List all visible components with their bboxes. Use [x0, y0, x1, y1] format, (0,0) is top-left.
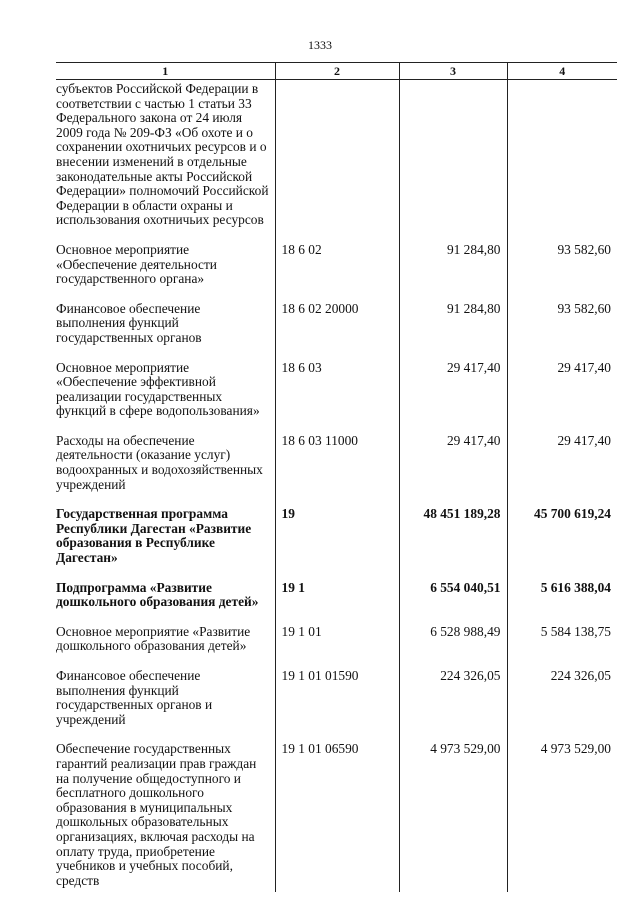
spacer-cell [399, 346, 507, 361]
row-amount-1-cell: 29 417,40 [399, 434, 507, 492]
row-amount-1-cell: 29 417,40 [399, 361, 507, 419]
spacer-cell [507, 566, 617, 581]
spacer-cell [399, 610, 507, 625]
row-amount-1-cell: 6 528 988,49 [399, 625, 507, 654]
spacer-cell [507, 610, 617, 625]
row-spacer [56, 566, 617, 581]
spacer-cell [399, 727, 507, 742]
table-row [56, 625, 617, 654]
spacer-cell [56, 228, 275, 243]
spacer-cell [56, 287, 275, 302]
spacer-cell [507, 492, 617, 507]
row-amount-2-cell: 29 417,40 [507, 434, 617, 492]
row-code-cell: 18 6 03 11000 [275, 434, 399, 492]
spacer-cell [275, 287, 399, 302]
spacer-cell [275, 566, 399, 581]
spacer-cell [507, 346, 617, 361]
spacer-cell [507, 287, 617, 302]
row-name-cell: Обеспечение государственных гарантий реализации прав граждан на получение общедоступного и бесплатного дошкольного образования в муниципальных дошкольных образовательных организациях, включая расходы на оплату труда, приобретение учебников и учебных пособий, средств [56, 741, 257, 888]
row-code-cell: 18 6 02 20000 [275, 302, 399, 346]
row-spacer [56, 419, 617, 434]
row-amount-2-cell: 93 582,60 [507, 243, 617, 287]
row-code-cell: 19 1 01 06590 [275, 742, 399, 892]
row-amount-2-cell: 45 700 619,24 [507, 507, 617, 565]
spacer-cell [275, 346, 399, 361]
row-name-cell: Основное мероприятие «Обеспечение эффективной реализации государственных функций в сфере водопользования» [56, 359, 260, 419]
row-name-cell: Расходы на обеспечение деятельности (оказание услуг) водоохранных и водохозяйственных учреждений [56, 432, 263, 492]
spacer-cell [56, 654, 275, 669]
row-spacer [56, 492, 617, 507]
column-number-4: 4 [507, 63, 617, 80]
page-number: 1333 [308, 38, 332, 52]
row-amount-2-cell: 93 582,60 [507, 302, 617, 346]
spacer-cell [56, 492, 275, 507]
table-row [56, 742, 617, 892]
row-code-cell: 19 1 [275, 581, 399, 610]
budget-table [56, 62, 617, 892]
table-row [56, 361, 617, 419]
spacer-cell [275, 610, 399, 625]
table-body [56, 80, 617, 893]
table-row [56, 581, 617, 610]
table-row [56, 80, 617, 228]
row-spacer [56, 610, 617, 625]
spacer-cell [56, 419, 275, 434]
row-spacer [56, 727, 617, 742]
row-amount-1-cell: 91 284,80 [399, 243, 507, 287]
row-code-cell: 19 [275, 507, 399, 565]
table-row [56, 669, 617, 727]
row-amount-2-cell: 29 417,40 [507, 361, 617, 419]
row-name-cell: Основное мероприятие «Развитие дошкольного образования детей» [56, 623, 251, 654]
spacer-cell [507, 419, 617, 434]
spacer-cell [275, 419, 399, 434]
column-number-2: 2 [275, 63, 399, 80]
row-name-cell: Государственная программа Республики Дагестан «Развитие образования в Республике Дагестан» [56, 506, 252, 566]
column-number-3: 3 [399, 63, 507, 80]
row-amount-2-cell: 224 326,05 [507, 669, 617, 727]
spacer-cell [399, 566, 507, 581]
row-amount-1-cell: 224 326,05 [399, 669, 507, 727]
row-amount-2-cell: 5 616 388,04 [507, 581, 617, 610]
row-spacer [56, 346, 617, 361]
row-amount-1-cell [399, 80, 507, 228]
row-amount-1-cell: 91 284,80 [399, 302, 507, 346]
row-name-cell: Подпрограмма «Развитие дошкольного образования детей» [56, 579, 259, 610]
row-amount-2-cell: 4 973 529,00 [507, 742, 617, 892]
spacer-cell [275, 492, 399, 507]
row-name-cell: Финансовое обеспечение выполнения функций государственных органов [56, 300, 202, 345]
spacer-cell [507, 228, 617, 243]
row-spacer [56, 287, 617, 302]
table-row [56, 434, 617, 492]
row-code-cell [275, 80, 399, 228]
row-name-cell: Основное мероприятие «Обеспечение деятельности государственного органа» [56, 241, 217, 287]
table-row [56, 507, 617, 565]
spacer-cell [56, 727, 275, 742]
spacer-cell [56, 346, 275, 361]
spacer-cell [56, 610, 275, 625]
spacer-cell [56, 566, 275, 581]
spacer-cell [275, 654, 399, 669]
spacer-cell [399, 228, 507, 243]
column-number-1: 1 [56, 63, 275, 80]
row-amount-1-cell: 6 554 040,51 [399, 581, 507, 610]
table-row [56, 302, 617, 346]
spacer-cell [275, 228, 399, 243]
row-code-cell: 19 1 01 [275, 625, 399, 654]
spacer-cell [399, 654, 507, 669]
spacer-cell [507, 654, 617, 669]
row-amount-1-cell: 4 973 529,00 [399, 742, 507, 892]
row-spacer [56, 228, 617, 243]
row-code-cell: 19 1 01 01590 [275, 669, 399, 727]
row-amount-2-cell [507, 80, 617, 228]
table-row [56, 243, 617, 287]
column-number-row [56, 63, 617, 80]
row-name-cell: Финансовое обеспечение выполнения функций государственных органов и учреждений [56, 668, 213, 727]
row-name-cell: субъектов Российской Федерации в соответствии с частью 1 статьи 33 Федерального закона от 24 июля 2009 года № 209-ФЗ «Об охоте и о сохранении охотничьих ресурсов и о внесении изменений в отдельные законодательные акты Российской Федерации» полномочий Российской Федерации в области охраны и использования охотничьих ресурсов [56, 81, 269, 228]
row-amount-2-cell: 5 584 138,75 [507, 625, 617, 654]
row-code-cell: 18 6 03 [275, 361, 399, 419]
spacer-cell [507, 727, 617, 742]
row-code-cell: 18 6 02 [275, 243, 399, 287]
spacer-cell [399, 492, 507, 507]
spacer-cell [399, 419, 507, 434]
spacer-cell [399, 287, 507, 302]
row-spacer [56, 654, 617, 669]
row-amount-1-cell: 48 451 189,28 [399, 507, 507, 565]
spacer-cell [275, 727, 399, 742]
